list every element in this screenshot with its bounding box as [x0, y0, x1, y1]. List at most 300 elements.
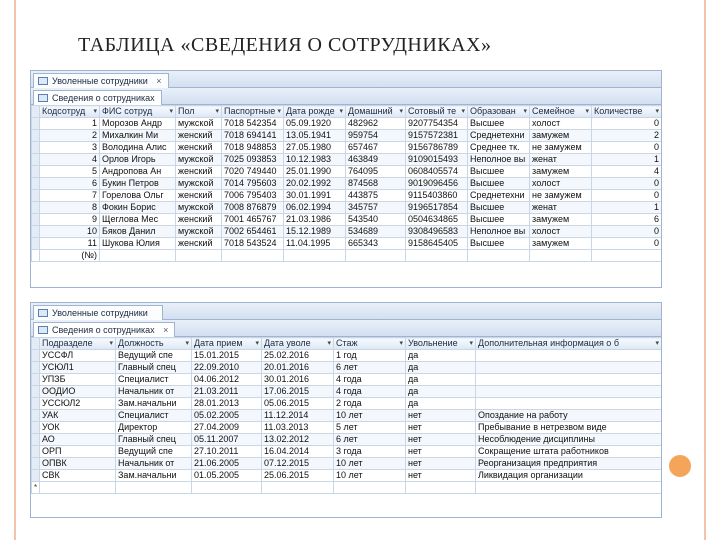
- datasheet-grid: [31, 105, 661, 262]
- dropdown-arrow-icon[interactable]: ▾: [339, 108, 343, 115]
- table-cell[interactable]: женский: [176, 142, 222, 154]
- tab-fired-employees[interactable]: [33, 73, 169, 88]
- table-row[interactable]: [32, 166, 662, 178]
- table-row[interactable]: [32, 386, 662, 398]
- table-cell[interactable]: Букин Петров: [100, 178, 176, 190]
- table-cell[interactable]: да: [406, 386, 476, 398]
- table-cell[interactable]: нет: [406, 434, 476, 446]
- table-cell[interactable]: замужем: [530, 166, 592, 178]
- table-cell[interactable]: 2 года: [334, 398, 406, 410]
- table-cell[interactable]: 20.02.1992: [284, 178, 346, 190]
- tab-employees-info[interactable]: [33, 90, 162, 105]
- table-cell[interactable]: 25.06.2015: [262, 470, 334, 482]
- table-cell[interactable]: нет: [406, 422, 476, 434]
- table-cell[interactable]: [176, 250, 222, 262]
- table-cell[interactable]: 16.04.2014: [262, 446, 334, 458]
- table-cell[interactable]: [262, 482, 334, 494]
- table-cell[interactable]: 10 лет: [334, 458, 406, 470]
- dropdown-arrow-icon[interactable]: ▾: [169, 108, 173, 115]
- table-cell[interactable]: 17.06.2015: [262, 386, 334, 398]
- table-cell[interactable]: [592, 250, 662, 262]
- dropdown-arrow-icon[interactable]: ▾: [399, 108, 403, 115]
- table-cell[interactable]: женский: [176, 214, 222, 226]
- dropdown-arrow-icon[interactable]: ▾: [469, 340, 473, 347]
- table-cell[interactable]: Щеглова Мес: [100, 214, 176, 226]
- table-row[interactable]: [32, 190, 662, 202]
- table-icon: [38, 309, 48, 317]
- table-cell[interactable]: мужской: [176, 118, 222, 130]
- table-cell[interactable]: 15.12.1989: [284, 226, 346, 238]
- table-cell[interactable]: 0: [592, 142, 662, 154]
- table-cell[interactable]: холост: [530, 178, 592, 190]
- column-header[interactable]: [192, 338, 262, 350]
- table-cell[interactable]: [468, 250, 530, 262]
- table-row[interactable]: [32, 130, 662, 142]
- table-row[interactable]: [32, 238, 662, 250]
- table-cell[interactable]: Среднее тк.: [468, 142, 530, 154]
- new-record-row[interactable]: [32, 482, 662, 494]
- table-cell[interactable]: 2: [40, 130, 100, 142]
- table-cell[interactable]: 10 лет: [334, 410, 406, 422]
- table-cell[interactable]: 7001 465767: [222, 214, 284, 226]
- table-cell[interactable]: замужем: [530, 130, 592, 142]
- table-cell[interactable]: 30.01.1991: [284, 190, 346, 202]
- table-cell[interactable]: Бяков Данил: [100, 226, 176, 238]
- table-cell[interactable]: 534689: [346, 226, 406, 238]
- table-cell[interactable]: 543540: [346, 214, 406, 226]
- table-cell[interactable]: АО: [40, 434, 116, 446]
- table-cell[interactable]: [100, 250, 176, 262]
- table-cell[interactable]: 482962: [346, 118, 406, 130]
- table-cell[interactable]: 9115403860: [406, 190, 468, 202]
- table-cell[interactable]: Пребывание в нетрезвом виде: [476, 422, 662, 434]
- column-header[interactable]: [406, 106, 468, 118]
- table-cell[interactable]: Среднетехни: [468, 130, 530, 142]
- table-cell[interactable]: (№): [40, 250, 100, 262]
- table-cell[interactable]: 6: [592, 214, 662, 226]
- table-cell[interactable]: Шукова Юлия: [100, 238, 176, 250]
- table-cell[interactable]: Морозов Андр: [100, 118, 176, 130]
- table-cell[interactable]: 665343: [346, 238, 406, 250]
- column-header[interactable]: [346, 106, 406, 118]
- row-selector[interactable]: [32, 238, 40, 250]
- dropdown-arrow-icon[interactable]: ▾: [255, 340, 259, 347]
- new-record-row[interactable]: [32, 250, 662, 262]
- table-cell[interactable]: ООДИО: [40, 386, 116, 398]
- table-cell[interactable]: 13.02.2012: [262, 434, 334, 446]
- table-cell[interactable]: [476, 362, 662, 374]
- table-cell[interactable]: Высшее: [468, 214, 530, 226]
- row-selector-header[interactable]: [32, 338, 40, 350]
- table-cell[interactable]: Володина Алис: [100, 142, 176, 154]
- table-row[interactable]: [32, 434, 662, 446]
- table-cell[interactable]: Высшее: [468, 166, 530, 178]
- row-selector[interactable]: [32, 386, 40, 398]
- table-cell[interactable]: УССФЛ: [40, 350, 116, 362]
- table-row[interactable]: [32, 374, 662, 386]
- table-cell[interactable]: 9308496583: [406, 226, 468, 238]
- table-cell[interactable]: 10 лет: [334, 470, 406, 482]
- dropdown-arrow-icon[interactable]: ▾: [655, 108, 659, 115]
- table-cell[interactable]: 657467: [346, 142, 406, 154]
- table-cell[interactable]: [346, 250, 406, 262]
- table-cell[interactable]: 7025 093853: [222, 154, 284, 166]
- table-cell[interactable]: Зам.начальни: [116, 470, 192, 482]
- column-header[interactable]: [116, 338, 192, 350]
- table-cell[interactable]: 7020 749440: [222, 166, 284, 178]
- table-row[interactable]: [32, 410, 662, 422]
- row-selector-header[interactable]: [32, 106, 40, 118]
- column-header[interactable]: [530, 106, 592, 118]
- table-cell[interactable]: 10.12.1983: [284, 154, 346, 166]
- table-cell[interactable]: 7018 542354: [222, 118, 284, 130]
- table-cell[interactable]: [222, 250, 284, 262]
- table-row[interactable]: [32, 362, 662, 374]
- table-cell[interactable]: 22.09.2010: [192, 362, 262, 374]
- table-icon: [38, 326, 48, 334]
- table-cell[interactable]: Ликвидация организации: [476, 470, 662, 482]
- table-cell[interactable]: женский: [176, 166, 222, 178]
- table-cell[interactable]: Специалист: [116, 410, 192, 422]
- table-cell[interactable]: Сокращение штата работников: [476, 446, 662, 458]
- table-cell[interactable]: УСЮЛ1: [40, 362, 116, 374]
- tab-employees-info[interactable]: [33, 322, 175, 337]
- table-cell[interactable]: 0: [592, 118, 662, 130]
- dropdown-arrow-icon[interactable]: ▾: [327, 340, 331, 347]
- table-cell[interactable]: 6: [40, 178, 100, 190]
- table-cell[interactable]: 9158645405: [406, 238, 468, 250]
- table-row[interactable]: [32, 202, 662, 214]
- table-row[interactable]: [32, 422, 662, 434]
- table-cell[interactable]: ОПВК: [40, 458, 116, 470]
- table-cell[interactable]: Горелова Ольг: [100, 190, 176, 202]
- datasheet-grid: [31, 337, 661, 494]
- table-cell[interactable]: 06.02.1994: [284, 202, 346, 214]
- column-header[interactable]: [334, 338, 406, 350]
- table-cell[interactable]: да: [406, 374, 476, 386]
- table-cell[interactable]: не замужем: [530, 142, 592, 154]
- table-row[interactable]: [32, 118, 662, 130]
- table-cell[interactable]: женский: [176, 190, 222, 202]
- row-selector[interactable]: [32, 166, 40, 178]
- table-cell[interactable]: [476, 482, 662, 494]
- row-selector[interactable]: [32, 434, 40, 446]
- fired-employees-window: [30, 302, 662, 518]
- table-cell[interactable]: 05.06.2015: [262, 398, 334, 410]
- table-cell[interactable]: [530, 250, 592, 262]
- table-cell[interactable]: 04.06.2012: [192, 374, 262, 386]
- row-selector[interactable]: [32, 446, 40, 458]
- table-cell[interactable]: 21.03.1986: [284, 214, 346, 226]
- column-header[interactable]: [468, 106, 530, 118]
- dropdown-arrow-icon[interactable]: ▾: [277, 108, 281, 115]
- row-selector[interactable]: [32, 130, 40, 142]
- table-cell[interactable]: Главный спец: [116, 434, 192, 446]
- table-cell[interactable]: Несоблюдение дисциплины: [476, 434, 662, 446]
- table-cell[interactable]: да: [406, 350, 476, 362]
- table-cell[interactable]: 1: [592, 202, 662, 214]
- table-cell[interactable]: 11.12.2014: [262, 410, 334, 422]
- dropdown-arrow-icon[interactable]: ▾: [93, 108, 97, 115]
- tab-label: Сведения о сотрудниках: [52, 325, 155, 335]
- table-cell[interactable]: Михалкин Ми: [100, 130, 176, 142]
- table-cell[interactable]: женский: [176, 130, 222, 142]
- table-cell[interactable]: 8: [40, 202, 100, 214]
- table-cell[interactable]: Среднетехни: [468, 190, 530, 202]
- table-cell[interactable]: 25.01.1990: [284, 166, 346, 178]
- table-cell[interactable]: 1: [592, 154, 662, 166]
- table-cell[interactable]: 25.02.2016: [262, 350, 334, 362]
- table-cell[interactable]: 1: [40, 118, 100, 130]
- table-cell[interactable]: 9157572381: [406, 130, 468, 142]
- table-cell[interactable]: Высшее: [468, 118, 530, 130]
- table-cell[interactable]: не замужем: [530, 190, 592, 202]
- table-cell[interactable]: холост: [530, 118, 592, 130]
- table-cell[interactable]: Реорганизация предприятия: [476, 458, 662, 470]
- table-cell[interactable]: Фокин Борис: [100, 202, 176, 214]
- column-header[interactable]: [284, 106, 346, 118]
- table-row[interactable]: [32, 458, 662, 470]
- table-cell[interactable]: нет: [406, 410, 476, 422]
- row-selector[interactable]: [32, 470, 40, 482]
- table-cell[interactable]: 3: [40, 142, 100, 154]
- row-selector[interactable]: [32, 398, 40, 410]
- table-cell[interactable]: женат: [530, 154, 592, 166]
- row-selector[interactable]: [32, 350, 40, 362]
- table-cell[interactable]: 9019096456: [406, 178, 468, 190]
- table-cell[interactable]: 0: [592, 178, 662, 190]
- table-cell[interactable]: 28.01.2013: [192, 398, 262, 410]
- table-cell[interactable]: замужем: [530, 214, 592, 226]
- column-header-label: Подразделе: [42, 338, 93, 348]
- table-cell[interactable]: замужем: [530, 238, 592, 250]
- table-cell[interactable]: 11: [40, 238, 100, 250]
- table-row[interactable]: [32, 470, 662, 482]
- table-cell[interactable]: 05.02.2005: [192, 410, 262, 422]
- tab-fired-employees[interactable]: [33, 305, 163, 320]
- table-cell[interactable]: Ведущий спе: [116, 350, 192, 362]
- table-cell[interactable]: Директор: [116, 422, 192, 434]
- table-cell[interactable]: нет: [406, 470, 476, 482]
- table-cell[interactable]: 27.10.2011: [192, 446, 262, 458]
- column-header[interactable]: [592, 106, 662, 118]
- dropdown-arrow-icon[interactable]: ▾: [399, 340, 403, 347]
- table-cell[interactable]: 7: [40, 190, 100, 202]
- row-selector[interactable]: [32, 154, 40, 166]
- table-cell[interactable]: [116, 482, 192, 494]
- table-cell[interactable]: 0: [592, 238, 662, 250]
- column-header[interactable]: [40, 338, 116, 350]
- table-cell[interactable]: Неполное вы: [468, 226, 530, 238]
- column-header[interactable]: [176, 106, 222, 118]
- table-cell[interactable]: УАК: [40, 410, 116, 422]
- table-cell[interactable]: 9207754354: [406, 118, 468, 130]
- table-cell[interactable]: 27.05.1980: [284, 142, 346, 154]
- column-header-label: Стаж: [336, 338, 358, 348]
- table-cell[interactable]: 4 года: [334, 374, 406, 386]
- table-cell[interactable]: холост: [530, 226, 592, 238]
- table-cell[interactable]: 7018 543524: [222, 238, 284, 250]
- table-row[interactable]: [32, 350, 662, 362]
- table-cell[interactable]: 27.04.2009: [192, 422, 262, 434]
- close-icon[interactable]: ×: [156, 76, 162, 86]
- table-cell[interactable]: Высшее: [468, 238, 530, 250]
- dropdown-arrow-icon[interactable]: ▾: [215, 108, 219, 115]
- table-cell[interactable]: Неполное вы: [468, 154, 530, 166]
- table-cell[interactable]: СВК: [40, 470, 116, 482]
- table-cell[interactable]: 5 лет: [334, 422, 406, 434]
- table-cell[interactable]: Высшее: [468, 178, 530, 190]
- table-cell[interactable]: [406, 250, 468, 262]
- column-header[interactable]: [406, 338, 476, 350]
- row-selector[interactable]: [32, 142, 40, 154]
- table-cell[interactable]: да: [406, 398, 476, 410]
- table-cell[interactable]: [476, 374, 662, 386]
- table-cell[interactable]: 10: [40, 226, 100, 238]
- table-cell[interactable]: 11.04.1995: [284, 238, 346, 250]
- table-cell[interactable]: 13.05.1941: [284, 130, 346, 142]
- table-row[interactable]: [32, 142, 662, 154]
- table-cell[interactable]: [476, 386, 662, 398]
- table-cell[interactable]: 764095: [346, 166, 406, 178]
- table-row[interactable]: [32, 154, 662, 166]
- table-cell[interactable]: [284, 250, 346, 262]
- row-selector[interactable]: [32, 362, 40, 374]
- dropdown-arrow-icon[interactable]: ▾: [523, 108, 527, 115]
- dropdown-arrow-icon[interactable]: ▾: [461, 108, 465, 115]
- table-cell[interactable]: 0504634865: [406, 214, 468, 226]
- table-cell[interactable]: 05.11.2007: [192, 434, 262, 446]
- column-header[interactable]: [262, 338, 334, 350]
- table-cell[interactable]: 7018 948853: [222, 142, 284, 154]
- table-cell[interactable]: мужской: [176, 178, 222, 190]
- table-cell[interactable]: УОК: [40, 422, 116, 434]
- row-selector[interactable]: [32, 422, 40, 434]
- table-cell[interactable]: 05.09.1920: [284, 118, 346, 130]
- table-cell[interactable]: 9: [40, 214, 100, 226]
- table-cell[interactable]: 959754: [346, 130, 406, 142]
- table-row[interactable]: [32, 446, 662, 458]
- table-cell[interactable]: 4: [592, 166, 662, 178]
- dropdown-arrow-icon[interactable]: ▾: [185, 340, 189, 347]
- table-cell[interactable]: да: [406, 362, 476, 374]
- row-selector[interactable]: [32, 178, 40, 190]
- table-cell[interactable]: 4 года: [334, 386, 406, 398]
- table-cell[interactable]: УССЮЛ2: [40, 398, 116, 410]
- table-cell[interactable]: 9196517854: [406, 202, 468, 214]
- table-cell[interactable]: Специалист: [116, 374, 192, 386]
- table-cell[interactable]: Начальник от: [116, 386, 192, 398]
- table-cell[interactable]: 7006 795403: [222, 190, 284, 202]
- column-header[interactable]: [100, 106, 176, 118]
- table-cell[interactable]: [476, 398, 662, 410]
- table-cell[interactable]: [406, 482, 476, 494]
- table-row[interactable]: [32, 398, 662, 410]
- table-cell[interactable]: Ведущий спе: [116, 446, 192, 458]
- table-cell[interactable]: УПЗБ: [40, 374, 116, 386]
- table-row[interactable]: [32, 214, 662, 226]
- table-cell[interactable]: 7018 694141: [222, 130, 284, 142]
- table-cell[interactable]: [40, 482, 116, 494]
- table-cell[interactable]: женат: [530, 202, 592, 214]
- column-header[interactable]: [40, 106, 100, 118]
- table-cell[interactable]: [334, 482, 406, 494]
- table-cell[interactable]: 9109015493: [406, 154, 468, 166]
- row-selector[interactable]: [32, 118, 40, 130]
- table-cell[interactable]: 15.01.2015: [192, 350, 262, 362]
- column-header[interactable]: [476, 338, 662, 350]
- table-cell[interactable]: 1 год: [334, 350, 406, 362]
- table-cell[interactable]: 6 лет: [334, 362, 406, 374]
- table-cell[interactable]: 0: [592, 226, 662, 238]
- table-cell[interactable]: мужской: [176, 202, 222, 214]
- table-cell[interactable]: Главный спец: [116, 362, 192, 374]
- dropdown-arrow-icon[interactable]: ▾: [585, 108, 589, 115]
- table-cell[interactable]: нет: [406, 446, 476, 458]
- dropdown-arrow-icon[interactable]: ▾: [655, 340, 659, 347]
- close-icon[interactable]: ×: [163, 325, 169, 335]
- table-cell[interactable]: 20.01.2016: [262, 362, 334, 374]
- table-row[interactable]: [32, 178, 662, 190]
- table-cell[interactable]: 4: [40, 154, 100, 166]
- table-cell[interactable]: 07.12.2015: [262, 458, 334, 470]
- table-cell[interactable]: 30.01.2016: [262, 374, 334, 386]
- table-cell[interactable]: Орлов Игорь: [100, 154, 176, 166]
- row-selector[interactable]: [32, 458, 40, 470]
- row-selector[interactable]: [32, 214, 40, 226]
- table-cell[interactable]: 0608405574: [406, 166, 468, 178]
- row-selector[interactable]: [32, 410, 40, 422]
- table-cell[interactable]: мужской: [176, 154, 222, 166]
- table-cell[interactable]: 11.03.2013: [262, 422, 334, 434]
- table-cell[interactable]: 874568: [346, 178, 406, 190]
- table-cell[interactable]: [192, 482, 262, 494]
- table-cell[interactable]: 6 лет: [334, 434, 406, 446]
- row-selector[interactable]: [32, 226, 40, 238]
- row-selector[interactable]: [32, 202, 40, 214]
- table-cell[interactable]: нет: [406, 458, 476, 470]
- table-cell[interactable]: 21.03.2011: [192, 386, 262, 398]
- table-cell[interactable]: 345757: [346, 202, 406, 214]
- table-cell[interactable]: [476, 350, 662, 362]
- table-cell[interactable]: Начальник от: [116, 458, 192, 470]
- dropdown-arrow-icon[interactable]: ▾: [109, 340, 113, 347]
- table-cell[interactable]: 7014 795603: [222, 178, 284, 190]
- table-cell[interactable]: 7008 876879: [222, 202, 284, 214]
- table-cell[interactable]: 443875: [346, 190, 406, 202]
- table-row[interactable]: [32, 226, 662, 238]
- table-cell[interactable]: 9156786789: [406, 142, 468, 154]
- column-header[interactable]: [222, 106, 284, 118]
- table-cell[interactable]: мужской: [176, 226, 222, 238]
- table-cell[interactable]: 21.06.2005: [192, 458, 262, 470]
- table-cell[interactable]: Андропова Ан: [100, 166, 176, 178]
- table-cell[interactable]: 0: [592, 190, 662, 202]
- row-selector[interactable]: [32, 190, 40, 202]
- table-cell[interactable]: 01.05.2005: [192, 470, 262, 482]
- table-cell[interactable]: 463849: [346, 154, 406, 166]
- table-cell[interactable]: ОРП: [40, 446, 116, 458]
- row-selector[interactable]: [32, 374, 40, 386]
- table-cell[interactable]: Зам.начальни: [116, 398, 192, 410]
- table-cell[interactable]: 7002 654461: [222, 226, 284, 238]
- table-cell[interactable]: Высшее: [468, 202, 530, 214]
- table-cell[interactable]: 2: [592, 130, 662, 142]
- table-cell[interactable]: женский: [176, 238, 222, 250]
- table-cell[interactable]: 5: [40, 166, 100, 178]
- table-cell[interactable]: 3 года: [334, 446, 406, 458]
- table-cell[interactable]: Опоздание на работу: [476, 410, 662, 422]
